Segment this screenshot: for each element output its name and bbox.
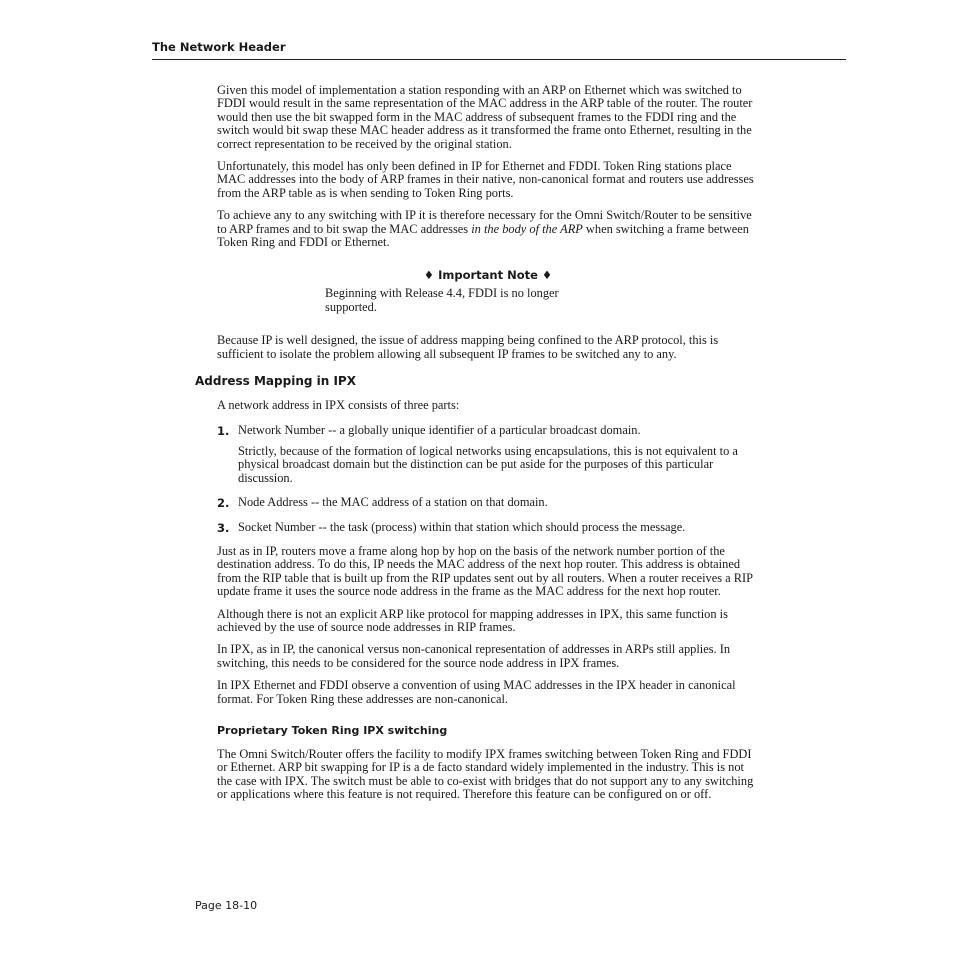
important-note-title: ♦ Important Note ♦ [423, 268, 553, 283]
paragraph-arp-model: Given this model of implementation a station responding with an ARP on Ethernet which was switched to FDDI would result in the same representation of the MAC address in the ARP table of the router. The router would then use the bit swapped form in the MAC address of subsequent frames to the FDDI ring and the switch would bit swap these MAC header address as it transformed the frame onto Ethernet, resulting in the correct representation to be received by the original station. [217, 83, 753, 151]
paragraph-ipx-routing: Just as in IP, routers move a frame along hop by hop on the basis of the network number portion of the destination address. To do this, IP needs the MAC address of the next hop router. This address is obtained from the RIP table that is built up from the RIP updates sent out by all routers. When a router receives a RIP update frame it uses the source node address in the frame as the MAC address for the next hop router. [217, 543, 753, 599]
paragraph-ipx-convention: In IPX Ethernet and FDDI observe a convention of using MAC addresses in the IPX header in canonical format. For Token Ring these addresses are non-canonical. [217, 678, 736, 706]
subsection-heading-token-ring: Proprietary Token Ring IPX switching [217, 724, 448, 737]
page-number: Page 18-10 [195, 899, 258, 912]
paragraph-token-ring-ipx: The Omni Switch/Router offers the facility to modify IPX frames switching between Token Ring and FDDI or Ethernet. ARP bit swapping for IP is a de facto standard widely implemented in the industry. This is not the case with IPX. The switch must be able to co-exist with bridges that do not support any to any switching or applications where this feature is not required. Therefore this feature can be configured on or off. [217, 747, 754, 802]
page-content [195, 83, 759, 811]
important-note-body: Beginning with Release 4.4, FDDI is no longer supported. [325, 286, 559, 314]
paragraph-ipx-canonical: In IPX, as in IP, the canonical versus non-canonical representation of addresses in ARPs still applies. In switching, this needs to be considered for the source node address in IPX frames. [217, 642, 731, 670]
list-item-subtext: Strictly, because of the formation of logical networks using encapsulations, this is not equivalent to a physical broadcast domain but the distinction can be put aside for the purposes of this particular discussion. [238, 443, 738, 485]
list-number: 3. [217, 520, 230, 535]
paragraph-any-to-any [217, 209, 759, 249]
list-item [217, 496, 759, 509]
list-item [217, 521, 759, 534]
list-item-text: Network Number -- a globally unique identifier of a particular broadcast domain. [238, 422, 641, 437]
important-note [217, 268, 759, 314]
paragraph-token-ring-arp: Unfortunately, this model has only been defined in IP for Ethernet and FDDI. Token Ring stations place MAC addresses into the body of ARP frames in their native, non-canonical format and routers use addresses from the ARP table as is when sending to Token Ring ports. [217, 159, 754, 200]
paragraph-ip-well-designed: Because IP is well designed, the issue of address mapping being confined to the ARP protocol, this is sufficient to isolate the problem allowing all subsequent IP frames to be switched any to any. [217, 333, 719, 361]
list-item-text: Node Address -- the MAC address of a station on that domain. [238, 495, 548, 510]
running-header: The Network Header [152, 40, 846, 60]
italic-emphasis: in the body of the ARP [471, 221, 583, 236]
list-item [217, 424, 759, 486]
paragraph-ipx-intro: A network address in IPX consists of three parts: [217, 398, 460, 413]
list-number: 2. [217, 496, 230, 511]
list-number: 1. [217, 423, 230, 438]
paragraph-ipx-rip: Although there is not an explicit ARP like protocol for mapping addresses in IPX, this same function is achieved by the use of source node addresses in RIP frames. [217, 606, 728, 634]
list-item-text: Socket Number -- the task (process) within that station which should process the message. [238, 519, 686, 534]
section-heading-ipx: Address Mapping in IPX [195, 374, 356, 389]
paragraph-text: To achieve any to any switching with IP it is therefore necessary for the Omni Switch/Router to be sensitive to ARP frames and to bit swap the MAC addresses [217, 208, 752, 236]
paragraph-text: when switching a frame between Token Ring and FDDI or Ethernet. [217, 221, 750, 250]
